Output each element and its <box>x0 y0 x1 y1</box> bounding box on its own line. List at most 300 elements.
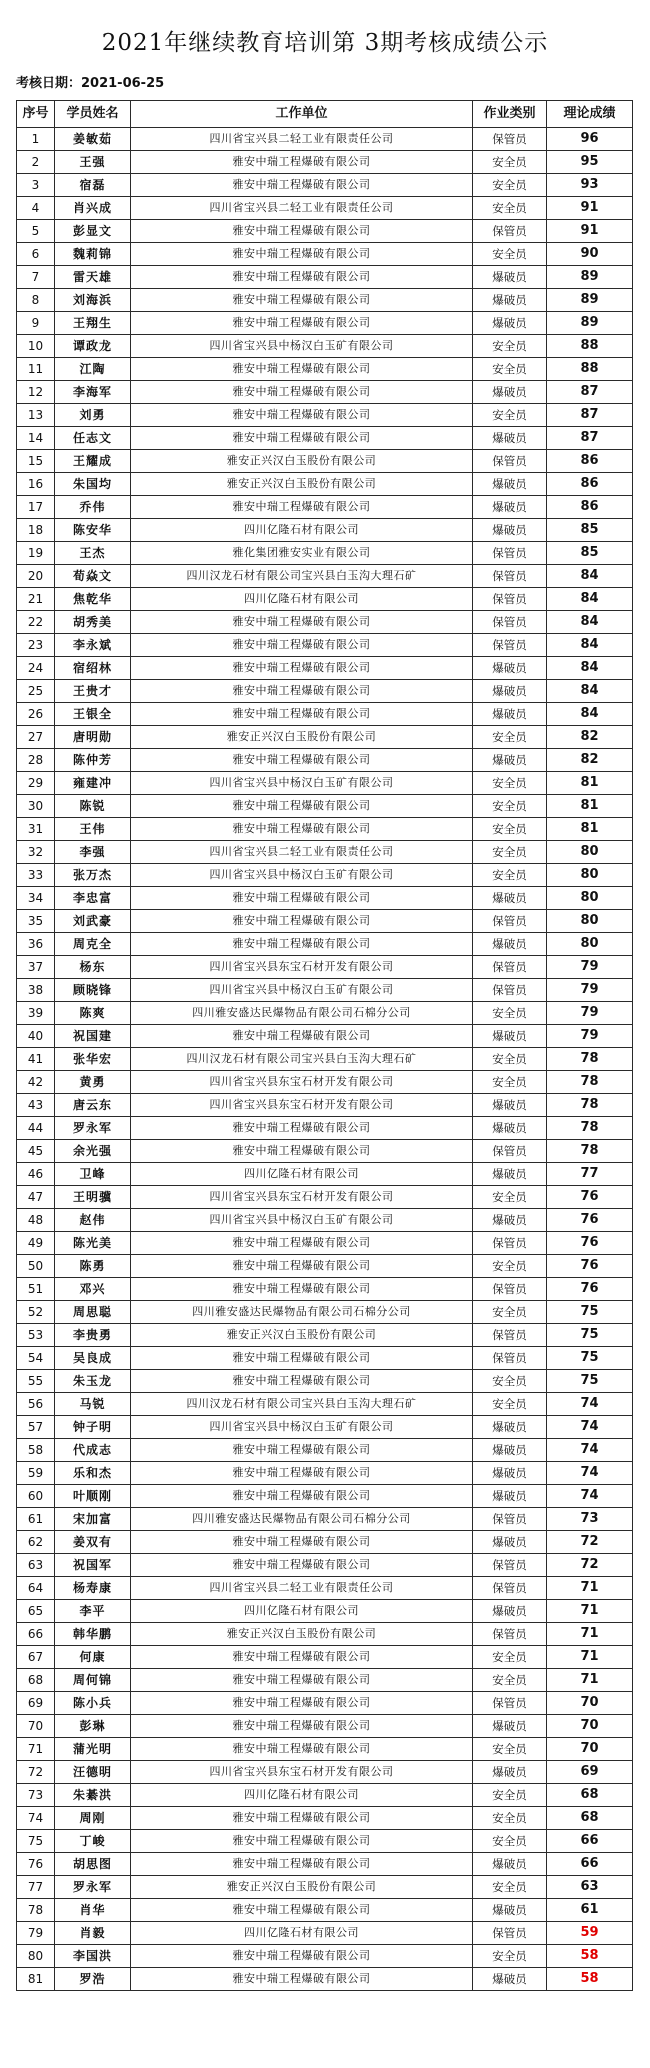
cell-name: 罗永军 <box>55 1117 131 1140</box>
cell-score: 84 <box>547 657 633 680</box>
cell-unit: 雅化集团雅安实业有限公司 <box>131 542 473 565</box>
cell-unit: 四川亿隆石材有限公司 <box>131 1784 473 1807</box>
cell-score: 79 <box>547 1025 633 1048</box>
cell-category: 爆破员 <box>473 1715 547 1738</box>
cell-name: 陈安华 <box>55 519 131 542</box>
table-row <box>17 1692 633 1715</box>
cell-no: 3 <box>17 174 55 197</box>
cell-name: 黄勇 <box>55 1071 131 1094</box>
cell-category: 安全员 <box>473 358 547 381</box>
cell-unit: 雅安中瑞工程爆破有限公司 <box>131 496 473 519</box>
table-row <box>17 887 633 910</box>
cell-unit: 雅安中瑞工程爆破有限公司 <box>131 1462 473 1485</box>
cell-category: 保管员 <box>473 588 547 611</box>
cell-unit: 雅安正兴汉白玉股份有限公司 <box>131 1876 473 1899</box>
cell-no: 4 <box>17 197 55 220</box>
table-row <box>17 1600 633 1623</box>
cell-no: 23 <box>17 634 55 657</box>
cell-name: 任志文 <box>55 427 131 450</box>
cell-category: 保管员 <box>473 634 547 657</box>
cell-name: 周思聪 <box>55 1301 131 1324</box>
cell-unit: 雅安中瑞工程爆破有限公司 <box>131 1830 473 1853</box>
cell-score: 86 <box>547 450 633 473</box>
table-row <box>17 266 633 289</box>
table-row <box>17 634 633 657</box>
cell-unit: 雅安中瑞工程爆破有限公司 <box>131 1715 473 1738</box>
cell-category: 安全员 <box>473 404 547 427</box>
cell-unit: 四川省宝兴县中杨汉白玉矿有限公司 <box>131 1416 473 1439</box>
cell-no: 6 <box>17 243 55 266</box>
cell-no: 11 <box>17 358 55 381</box>
table-row <box>17 703 633 726</box>
cell-score: 75 <box>547 1301 633 1324</box>
cell-score: 87 <box>547 427 633 450</box>
cell-no: 60 <box>17 1485 55 1508</box>
cell-no: 76 <box>17 1853 55 1876</box>
cell-name: 朱玉龙 <box>55 1370 131 1393</box>
table-row <box>17 611 633 634</box>
table-row <box>17 427 633 450</box>
cell-name: 宋加富 <box>55 1508 131 1531</box>
cell-no: 14 <box>17 427 55 450</box>
cell-name: 宿绍林 <box>55 657 131 680</box>
cell-name: 肖华 <box>55 1899 131 1922</box>
cell-no: 35 <box>17 910 55 933</box>
table-row <box>17 1508 633 1531</box>
cell-score: 76 <box>547 1278 633 1301</box>
cell-category: 爆破员 <box>473 473 547 496</box>
cell-unit: 雅安中瑞工程爆破有限公司 <box>131 657 473 680</box>
cell-name: 王伟 <box>55 818 131 841</box>
cell-name: 陈勇 <box>55 1255 131 1278</box>
cell-score: 80 <box>547 933 633 956</box>
cell-score: 72 <box>547 1531 633 1554</box>
cell-category: 保管员 <box>473 1922 547 1945</box>
cell-category: 爆破员 <box>473 1761 547 1784</box>
cell-unit: 雅安正兴汉白玉股份有限公司 <box>131 726 473 749</box>
cell-score: 87 <box>547 404 633 427</box>
cell-name: 李永斌 <box>55 634 131 657</box>
table-row <box>17 726 633 749</box>
cell-category: 爆破员 <box>473 1117 547 1140</box>
cell-name: 李平 <box>55 1600 131 1623</box>
cell-name: 王明骥 <box>55 1186 131 1209</box>
cell-no: 36 <box>17 933 55 956</box>
cell-category: 安全员 <box>473 1002 547 1025</box>
cell-no: 21 <box>17 588 55 611</box>
cell-category: 保管员 <box>473 956 547 979</box>
table-row <box>17 818 633 841</box>
table-row <box>17 1485 633 1508</box>
table-row <box>17 1255 633 1278</box>
cell-unit: 四川省宝兴县东宝石材开发有限公司 <box>131 956 473 979</box>
cell-name: 唐云东 <box>55 1094 131 1117</box>
table-row <box>17 749 633 772</box>
cell-unit: 雅安中瑞工程爆破有限公司 <box>131 749 473 772</box>
cell-score: 76 <box>547 1186 633 1209</box>
table-row <box>17 128 633 151</box>
cell-score: 79 <box>547 1002 633 1025</box>
cell-name: 周何锦 <box>55 1669 131 1692</box>
cell-score: 89 <box>547 266 633 289</box>
cell-category: 安全员 <box>473 1830 547 1853</box>
cell-category: 爆破员 <box>473 1485 547 1508</box>
cell-category: 安全员 <box>473 1876 547 1899</box>
cell-score: 81 <box>547 772 633 795</box>
cell-name: 姜双有 <box>55 1531 131 1554</box>
cell-category: 保管员 <box>473 220 547 243</box>
cell-no: 62 <box>17 1531 55 1554</box>
cell-unit: 四川省宝兴县二轻工业有限责任公司 <box>131 128 473 151</box>
table-row <box>17 1071 633 1094</box>
cell-score: 74 <box>547 1416 633 1439</box>
table-row <box>17 1324 633 1347</box>
cell-score: 58 <box>547 1968 633 1991</box>
cell-unit: 雅安中瑞工程爆破有限公司 <box>131 1646 473 1669</box>
cell-unit: 雅安中瑞工程爆破有限公司 <box>131 404 473 427</box>
cell-no: 32 <box>17 841 55 864</box>
cell-no: 43 <box>17 1094 55 1117</box>
cell-no: 24 <box>17 657 55 680</box>
cell-name: 祝国建 <box>55 1025 131 1048</box>
cell-unit: 雅安中瑞工程爆破有限公司 <box>131 289 473 312</box>
cell-no: 27 <box>17 726 55 749</box>
cell-category: 爆破员 <box>473 703 547 726</box>
cell-score: 71 <box>547 1646 633 1669</box>
cell-score: 85 <box>547 542 633 565</box>
cell-unit: 雅安中瑞工程爆破有限公司 <box>131 1531 473 1554</box>
cell-category: 爆破员 <box>473 887 547 910</box>
cell-unit: 四川亿隆石材有限公司 <box>131 1922 473 1945</box>
table-row <box>17 1715 633 1738</box>
cell-score: 70 <box>547 1738 633 1761</box>
cell-name: 罗永军 <box>55 1876 131 1899</box>
cell-no: 51 <box>17 1278 55 1301</box>
table-row <box>17 1945 633 1968</box>
table-row <box>17 1738 633 1761</box>
table-row <box>17 979 633 1002</box>
cell-score: 78 <box>547 1071 633 1094</box>
cell-name: 杨东 <box>55 956 131 979</box>
cell-no: 12 <box>17 381 55 404</box>
column-header-no: 序号 <box>17 101 55 128</box>
cell-unit: 雅安中瑞工程爆破有限公司 <box>131 381 473 404</box>
cell-name: 王翔生 <box>55 312 131 335</box>
cell-score: 75 <box>547 1347 633 1370</box>
cell-category: 保管员 <box>473 1324 547 1347</box>
cell-unit: 雅安中瑞工程爆破有限公司 <box>131 1347 473 1370</box>
table-row <box>17 1094 633 1117</box>
cell-name: 焦乾华 <box>55 588 131 611</box>
cell-name: 李忠富 <box>55 887 131 910</box>
cell-name: 陈小兵 <box>55 1692 131 1715</box>
cell-score: 80 <box>547 887 633 910</box>
cell-category: 保管员 <box>473 1692 547 1715</box>
cell-unit: 四川省宝兴县二轻工业有限责任公司 <box>131 841 473 864</box>
cell-score: 66 <box>547 1853 633 1876</box>
cell-no: 81 <box>17 1968 55 1991</box>
cell-score: 82 <box>547 749 633 772</box>
cell-name: 丁峻 <box>55 1830 131 1853</box>
table-row <box>17 1554 633 1577</box>
cell-unit: 雅安中瑞工程爆破有限公司 <box>131 910 473 933</box>
cell-score: 78 <box>547 1094 633 1117</box>
cell-score: 66 <box>547 1830 633 1853</box>
cell-category: 安全员 <box>473 1393 547 1416</box>
cell-unit: 四川省宝兴县中杨汉白玉矿有限公司 <box>131 335 473 358</box>
table-row <box>17 542 633 565</box>
cell-score: 91 <box>547 220 633 243</box>
cell-category: 保管员 <box>473 128 547 151</box>
cell-no: 7 <box>17 266 55 289</box>
cell-no: 26 <box>17 703 55 726</box>
table-row <box>17 1669 633 1692</box>
cell-category: 安全员 <box>473 1370 547 1393</box>
cell-no: 78 <box>17 1899 55 1922</box>
cell-name: 陈仲芳 <box>55 749 131 772</box>
cell-category: 保管员 <box>473 565 547 588</box>
cell-unit: 四川亿隆石材有限公司 <box>131 588 473 611</box>
cell-category: 安全员 <box>473 1048 547 1071</box>
cell-category: 安全员 <box>473 864 547 887</box>
cell-score: 63 <box>547 1876 633 1899</box>
cell-category: 安全员 <box>473 1301 547 1324</box>
cell-unit: 雅安中瑞工程爆破有限公司 <box>131 1807 473 1830</box>
table-row <box>17 1876 633 1899</box>
cell-name: 陈光美 <box>55 1232 131 1255</box>
cell-no: 28 <box>17 749 55 772</box>
cell-name: 宿磊 <box>55 174 131 197</box>
table-row <box>17 220 633 243</box>
cell-unit: 雅安中瑞工程爆破有限公司 <box>131 151 473 174</box>
cell-score: 79 <box>547 979 633 1002</box>
cell-name: 罗浩 <box>55 1968 131 1991</box>
table-row <box>17 1853 633 1876</box>
table-row <box>17 151 633 174</box>
cell-name: 何康 <box>55 1646 131 1669</box>
table-row <box>17 933 633 956</box>
cell-no: 38 <box>17 979 55 1002</box>
table-row <box>17 657 633 680</box>
table-row <box>17 565 633 588</box>
table-row <box>17 197 633 220</box>
cell-unit: 雅安中瑞工程爆破有限公司 <box>131 1370 473 1393</box>
cell-category: 爆破员 <box>473 266 547 289</box>
cell-name: 乔伟 <box>55 496 131 519</box>
cell-category: 爆破员 <box>473 1462 547 1485</box>
cell-unit: 雅安中瑞工程爆破有限公司 <box>131 933 473 956</box>
cell-unit: 雅安中瑞工程爆破有限公司 <box>131 1899 473 1922</box>
cell-name: 王强 <box>55 151 131 174</box>
cell-score: 71 <box>547 1577 633 1600</box>
cell-score: 95 <box>547 151 633 174</box>
cell-name: 肖兴成 <box>55 197 131 220</box>
cell-no: 49 <box>17 1232 55 1255</box>
cell-no: 31 <box>17 818 55 841</box>
cell-name: 乐和杰 <box>55 1462 131 1485</box>
cell-unit: 雅安中瑞工程爆破有限公司 <box>131 795 473 818</box>
table-row <box>17 1416 633 1439</box>
cell-score: 74 <box>547 1485 633 1508</box>
cell-name: 谭政龙 <box>55 335 131 358</box>
cell-unit: 四川亿隆石材有限公司 <box>131 1600 473 1623</box>
cell-score: 74 <box>547 1439 633 1462</box>
cell-no: 9 <box>17 312 55 335</box>
cell-score: 89 <box>547 312 633 335</box>
cell-unit: 雅安中瑞工程爆破有限公司 <box>131 1232 473 1255</box>
cell-unit: 四川汉龙石材有限公司宝兴县白玉沟大理石矿 <box>131 1393 473 1416</box>
cell-unit: 雅安正兴汉白玉股份有限公司 <box>131 473 473 496</box>
table-row <box>17 1922 633 1945</box>
cell-category: 保管员 <box>473 611 547 634</box>
cell-unit: 四川汉龙石材有限公司宝兴县白玉沟大理石矿 <box>131 1048 473 1071</box>
cell-no: 29 <box>17 772 55 795</box>
cell-category: 安全员 <box>473 1071 547 1094</box>
cell-no: 52 <box>17 1301 55 1324</box>
table-row <box>17 1439 633 1462</box>
cell-unit: 雅安中瑞工程爆破有限公司 <box>131 1968 473 1991</box>
cell-no: 37 <box>17 956 55 979</box>
cell-name: 陈锐 <box>55 795 131 818</box>
cell-category: 安全员 <box>473 1646 547 1669</box>
cell-no: 74 <box>17 1807 55 1830</box>
cell-category: 安全员 <box>473 1669 547 1692</box>
cell-category: 保管员 <box>473 1140 547 1163</box>
exam-date: 考核日期：2021-06-25 <box>16 76 165 91</box>
cell-score: 76 <box>547 1232 633 1255</box>
cell-category: 爆破员 <box>473 1163 547 1186</box>
cell-name: 刘勇 <box>55 404 131 427</box>
cell-unit: 四川亿隆石材有限公司 <box>131 1163 473 1186</box>
cell-score: 84 <box>547 703 633 726</box>
cell-score: 80 <box>547 910 633 933</box>
table-row <box>17 1117 633 1140</box>
cell-unit: 四川省宝兴县东宝石材开发有限公司 <box>131 1094 473 1117</box>
table-row <box>17 1577 633 1600</box>
cell-category: 保管员 <box>473 1623 547 1646</box>
table-row <box>17 1301 633 1324</box>
cell-name: 刘海浜 <box>55 289 131 312</box>
table-row <box>17 1462 633 1485</box>
cell-name: 周克全 <box>55 933 131 956</box>
column-header-unit: 工作单位 <box>131 101 473 128</box>
cell-name: 王贵才 <box>55 680 131 703</box>
cell-no: 68 <box>17 1669 55 1692</box>
cell-score: 86 <box>547 496 633 519</box>
cell-unit: 雅安中瑞工程爆破有限公司 <box>131 1117 473 1140</box>
table-row <box>17 1048 633 1071</box>
cell-name: 李贵勇 <box>55 1324 131 1347</box>
cell-unit: 雅安中瑞工程爆破有限公司 <box>131 220 473 243</box>
cell-unit: 四川雅安盛达民爆物品有限公司石棉分公司 <box>131 1508 473 1531</box>
cell-score: 84 <box>547 588 633 611</box>
cell-name: 唐明勋 <box>55 726 131 749</box>
column-header-category: 作业类别 <box>473 101 547 128</box>
cell-name: 雷天雄 <box>55 266 131 289</box>
cell-name: 陈爽 <box>55 1002 131 1025</box>
cell-score: 72 <box>547 1554 633 1577</box>
table-row <box>17 335 633 358</box>
cell-name: 荀焱文 <box>55 565 131 588</box>
cell-name: 刘武豪 <box>55 910 131 933</box>
cell-name: 江陶 <box>55 358 131 381</box>
cell-unit: 雅安中瑞工程爆破有限公司 <box>131 1255 473 1278</box>
cell-unit: 四川省宝兴县东宝石材开发有限公司 <box>131 1071 473 1094</box>
table-row <box>17 496 633 519</box>
cell-category: 爆破员 <box>473 1416 547 1439</box>
cell-unit: 雅安中瑞工程爆破有限公司 <box>131 312 473 335</box>
table-row <box>17 1531 633 1554</box>
cell-category: 爆破员 <box>473 1600 547 1623</box>
cell-unit: 雅安中瑞工程爆破有限公司 <box>131 427 473 450</box>
cell-no: 1 <box>17 128 55 151</box>
cell-category: 爆破员 <box>473 933 547 956</box>
cell-score: 88 <box>547 358 633 381</box>
cell-no: 46 <box>17 1163 55 1186</box>
cell-category: 爆破员 <box>473 1531 547 1554</box>
cell-no: 63 <box>17 1554 55 1577</box>
table-row <box>17 473 633 496</box>
cell-score: 90 <box>547 243 633 266</box>
cell-unit: 四川省宝兴县中杨汉白玉矿有限公司 <box>131 772 473 795</box>
cell-no: 67 <box>17 1646 55 1669</box>
table-row <box>17 1163 633 1186</box>
table-row <box>17 289 633 312</box>
table-row <box>17 404 633 427</box>
cell-score: 68 <box>547 1807 633 1830</box>
table-row <box>17 519 633 542</box>
table-row <box>17 1278 633 1301</box>
table-row <box>17 795 633 818</box>
cell-name: 张万杰 <box>55 864 131 887</box>
table-row <box>17 1761 633 1784</box>
cell-unit: 雅安中瑞工程爆破有限公司 <box>131 634 473 657</box>
cell-category: 保管员 <box>473 1554 547 1577</box>
cell-name: 王杰 <box>55 542 131 565</box>
cell-name: 魏莉锦 <box>55 243 131 266</box>
cell-name: 张华宏 <box>55 1048 131 1071</box>
cell-score: 79 <box>547 956 633 979</box>
page-title: 2021年继续教育培训第 3期考核成绩公示 <box>101 30 549 56</box>
cell-category: 安全员 <box>473 174 547 197</box>
cell-score: 87 <box>547 381 633 404</box>
table-row <box>17 1232 633 1255</box>
cell-no: 59 <box>17 1462 55 1485</box>
cell-unit: 四川省宝兴县中杨汉白玉矿有限公司 <box>131 979 473 1002</box>
cell-score: 77 <box>547 1163 633 1186</box>
cell-no: 65 <box>17 1600 55 1623</box>
cell-no: 19 <box>17 542 55 565</box>
cell-unit: 雅安中瑞工程爆破有限公司 <box>131 1853 473 1876</box>
table-row <box>17 841 633 864</box>
table-row <box>17 1025 633 1048</box>
cell-name: 彭琳 <box>55 1715 131 1738</box>
cell-unit: 雅安中瑞工程爆破有限公司 <box>131 1485 473 1508</box>
cell-unit: 雅安中瑞工程爆破有限公司 <box>131 1692 473 1715</box>
cell-name: 肖毅 <box>55 1922 131 1945</box>
cell-no: 77 <box>17 1876 55 1899</box>
cell-name: 蒲光明 <box>55 1738 131 1761</box>
cell-no: 57 <box>17 1416 55 1439</box>
cell-no: 25 <box>17 680 55 703</box>
cell-category: 爆破员 <box>473 657 547 680</box>
cell-no: 17 <box>17 496 55 519</box>
cell-unit: 四川省宝兴县二轻工业有限责任公司 <box>131 1577 473 1600</box>
cell-unit: 雅安中瑞工程爆破有限公司 <box>131 1669 473 1692</box>
cell-no: 42 <box>17 1071 55 1094</box>
table-row <box>17 358 633 381</box>
cell-category: 保管员 <box>473 542 547 565</box>
